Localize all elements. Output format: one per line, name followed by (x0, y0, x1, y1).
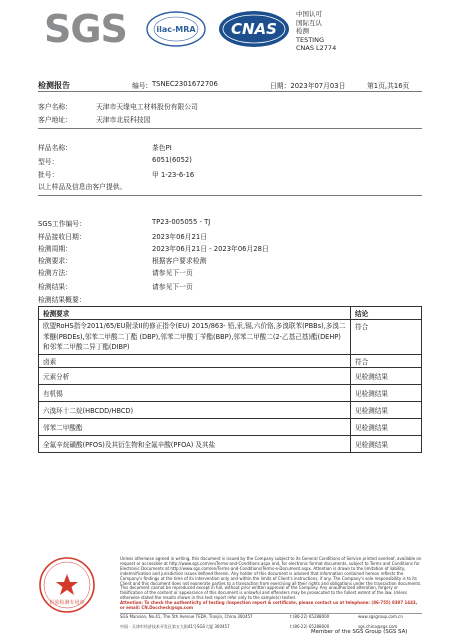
sgs-logo (44, 7, 127, 51)
sample-divider (38, 195, 422, 196)
sample-name: 茶色PI (152, 144, 172, 152)
cnas-logo-text: CNAS (231, 20, 277, 38)
title-divider (38, 91, 422, 92)
sample-model: 6051(6052) (152, 156, 192, 164)
job-value: 请参见下一页 (152, 283, 193, 291)
table-row (39, 320, 422, 355)
cert-line: 国际互认 (296, 18, 322, 27)
cert-line: 检测 (296, 27, 309, 36)
table-row (39, 418, 422, 435)
seal-star-icon (56, 574, 78, 595)
sample-model-label: 型号： (38, 158, 59, 166)
row-conclusion: 见检测结果 (351, 418, 422, 435)
seal-text: 检验检测专用章 (49, 600, 85, 606)
cnas-logo (218, 10, 290, 48)
row-requirement: 欧盟RoHS指令2011/65/EU附录II的修正指令(EU) 2015/863- 铅,汞,镉,六价铬,多溴联苯(PBBs),多溴二苯醚(PBDEs),邻苯二甲酸二丁酯 (DBP),邻苯二甲酸丁苄酯(BBP),邻苯二甲酸二(2-乙基己基)酯(DEHP)和邻苯二甲酸二异丁酯(DIBP) (39, 320, 351, 355)
footer-disclaimer: Unless otherwise agreed in writing, this document is issued by the Company subject to its General Conditions of Service printed overleaf, available on request or accessible at http://www.sgs.com/en/Terms-and-Conditions.aspx and, for electronic format documents, subject to Terms and Conditions for Electronic Documents at http://www.sgs.com/en/Terms-and-Conditions/Terms-e-Document.aspx. Attention is drawn to the limitation of liability, indemnification and jurisdiction issues defined therein. Any holder of this document is advised that information contained hereon reflects the Company's findings at the time of its intervention only and within the limits of Client's instructions, if any. The Company's sole responsibility is to its Client and this document does not exonerate parties to a transaction from exercising all their rights and obligations under the transaction documents. This document cannot be reproduced except in full, without prior written approval of the Company. Any unauthorized alteration, forgery or falsification of the content or appearance of this document is unlawful and offenders may be prosecuted to the fullest extent of the law. Unless otherwise stated the results shown in this test report refer only to the sample(s) tested. (120, 556, 422, 601)
col-conclusion-header: 结论 (351, 307, 422, 320)
report-date: 日期：2023年07月03日 (270, 82, 346, 90)
table-header-row (39, 307, 422, 320)
client-addr-label: 客户地址： (38, 116, 72, 124)
footer (120, 557, 422, 633)
sample-batch-label: 批号： (38, 171, 59, 179)
sample-name-label: 样品名称： (38, 144, 72, 152)
client-addr: 天津市北辰科技园 (96, 116, 151, 124)
job-label: 检测结果： (38, 283, 72, 291)
job-value: 根据客户要求检测 (152, 257, 207, 265)
ilac-logo-text: ilac-MRA (156, 25, 196, 34)
report-number-label: 编号: (132, 82, 148, 90)
report-number: TSNEC2301672706 (152, 80, 218, 88)
table-row (39, 354, 422, 367)
row-requirement: 邻苯二甲酸酯 (39, 418, 351, 435)
table-row (39, 384, 422, 401)
cert-line: CNAS L2774 (296, 44, 337, 53)
row-conclusion: 符合 (351, 320, 422, 355)
job-label: SGS工作编号： (38, 220, 86, 228)
footer-web[interactable]: www.sgsgroup.com.cn (358, 613, 403, 619)
footer-attention: Attention: To check the authenticity of testing /inspection report & certificate, please contact us at telephone: (86-755) 8307 1443, or email: CN.Doccheck@sgs.com (120, 600, 418, 611)
cert-line: 中国认可 (296, 10, 322, 18)
row-conclusion: 见检测结果 (351, 384, 422, 401)
footer-email[interactable]: sgs.china@sgs.com (358, 623, 398, 629)
job-label: 检测方法： (38, 269, 72, 277)
row-requirement: 有机锡 (39, 384, 351, 401)
summary-label: 检测结果概要： (38, 296, 86, 304)
accreditation-text (296, 10, 336, 53)
footer-member: Member of the SGS Group (SGS SA) (311, 629, 408, 635)
results-table (38, 306, 422, 453)
row-requirement: 六溴环十二烷(HBCDD/HBCD) (39, 401, 351, 418)
row-conclusion: 见检测结果 (351, 367, 422, 384)
footer-addr-en: SGS Mansion, No.41, The 5th Avenue TEDA, Tianjin, China 300457 (120, 613, 253, 619)
report-title: 检测报告 (38, 81, 70, 90)
col-requirement-header: 检测要求 (39, 307, 351, 320)
table-row (39, 367, 422, 384)
row-conclusion: 符合 (351, 354, 422, 367)
report-page: 第1页,共16页 (367, 82, 410, 90)
sgs-logo-text: SGS (44, 7, 127, 51)
row-conclusion: 见检测结果 (351, 401, 422, 418)
sample-batch: 甲 1-23-6-16 (152, 171, 195, 179)
job-value: 请参见下一页 (152, 269, 193, 277)
inspection-seal (38, 556, 96, 614)
job-label: 检测要求： (38, 257, 72, 265)
job-value: 2023年06月21日 (152, 233, 207, 241)
table-row (39, 435, 422, 452)
row-requirement: 元素分析 (39, 367, 351, 384)
ilac-mra-logo (146, 10, 206, 48)
job-value: TP23-005055 - TJ (152, 218, 211, 226)
client-divider (38, 128, 422, 129)
row-requirement: 卤素 (39, 354, 351, 367)
cert-line: TESTING (296, 35, 324, 44)
sample-note: 以上样品及信息由客户提供。 (38, 183, 127, 191)
footer-tel-cn: t (86-22) 65288000 (290, 623, 330, 629)
footer-addr-cn: 中国 · 天津市经济技术开发区第五大街41号SGS大厦 300457 (120, 623, 230, 629)
job-label: 样品接收日期： (38, 233, 86, 241)
table-row (39, 401, 422, 418)
job-value: 2023年06月21日 - 2023年06月28日 (152, 245, 269, 253)
client-name-label: 客户名称： (38, 103, 72, 111)
footer-tel-en: t (86-22) 65288000 (290, 613, 330, 619)
row-conclusion: 见检测结果 (351, 435, 422, 452)
job-label: 检测周期： (38, 245, 72, 253)
client-name: 天津市天缘电工材料股份有限公司 (96, 103, 198, 111)
row-requirement: 全氟辛烷磺酸(PFOS)及其衍生物和全氟辛酸(PFOA) 及其盐 (39, 435, 351, 452)
